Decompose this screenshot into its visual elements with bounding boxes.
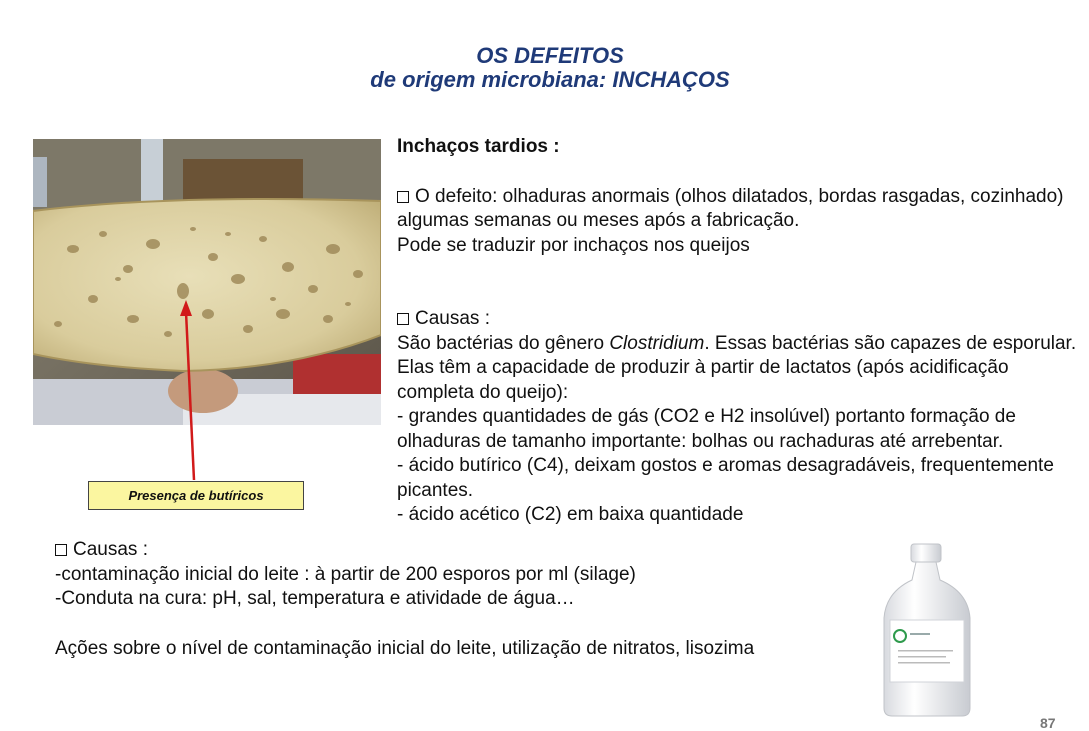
checkbox-icon [397, 191, 409, 203]
bottle-image [878, 540, 978, 720]
cause-item: -Conduta na cura: pH, sal, temperatura e atividade de água… [55, 588, 575, 609]
causes-paragraph: São bactérias do gênero Clostridium. Essas bactérias são capazes de esporular. Elas têm a capacidade de produzir à partir de lactatos (após acidificação completa do queijo): [397, 332, 1077, 403]
photo-label: Presença de butíricos [88, 481, 304, 510]
consequence-item: - ácido acético (C2) em baixa quantidade [397, 504, 744, 525]
defect-paragraph [397, 185, 1077, 234]
slide-title: OS DEFEITOS [476, 43, 624, 68]
checkbox-icon [397, 313, 409, 325]
defect-intro: O defeito: olhaduras anormais (olhos dilatados, bordas rasgadas, cozinhado) algumas semanas ou meses após a fabricação. [397, 185, 1064, 231]
causes-heading: Causas : [397, 307, 1077, 332]
actions-text: Ações sobre o nível de contaminação inicial do leite, utilização de nitratos, lisozima [55, 637, 755, 659]
slide-subtitle: de origem microbiana: INCHAÇOS [370, 67, 730, 92]
genus-name: Clostridium [609, 332, 705, 354]
defect-note: Pode se traduzir por inchaços nos queijos [397, 234, 750, 256]
late-swelling-section [397, 135, 1077, 528]
cheese-photo [33, 139, 381, 425]
bottom-causes-heading: Causas : [55, 538, 875, 563]
consequence-item: - grandes quantidades de gás (CO2 e H2 insolúvel) portanto formação de olhaduras de tamanho importante: bolhas ou rachaduras até arrebentar. [397, 406, 1016, 452]
consequence-item: - ácido butírico (C4), deixam gostos e aromas desagradáveis, frequentemente picantes. [397, 455, 1054, 501]
checkbox-icon [55, 544, 67, 556]
page-number: 87 [1040, 715, 1056, 731]
cause-item: -contaminação inicial do leite : à partir de 200 esporos por ml (silage) [55, 563, 636, 585]
section-heading: Inchaços tardios : [397, 136, 560, 157]
causes-section [55, 538, 875, 661]
